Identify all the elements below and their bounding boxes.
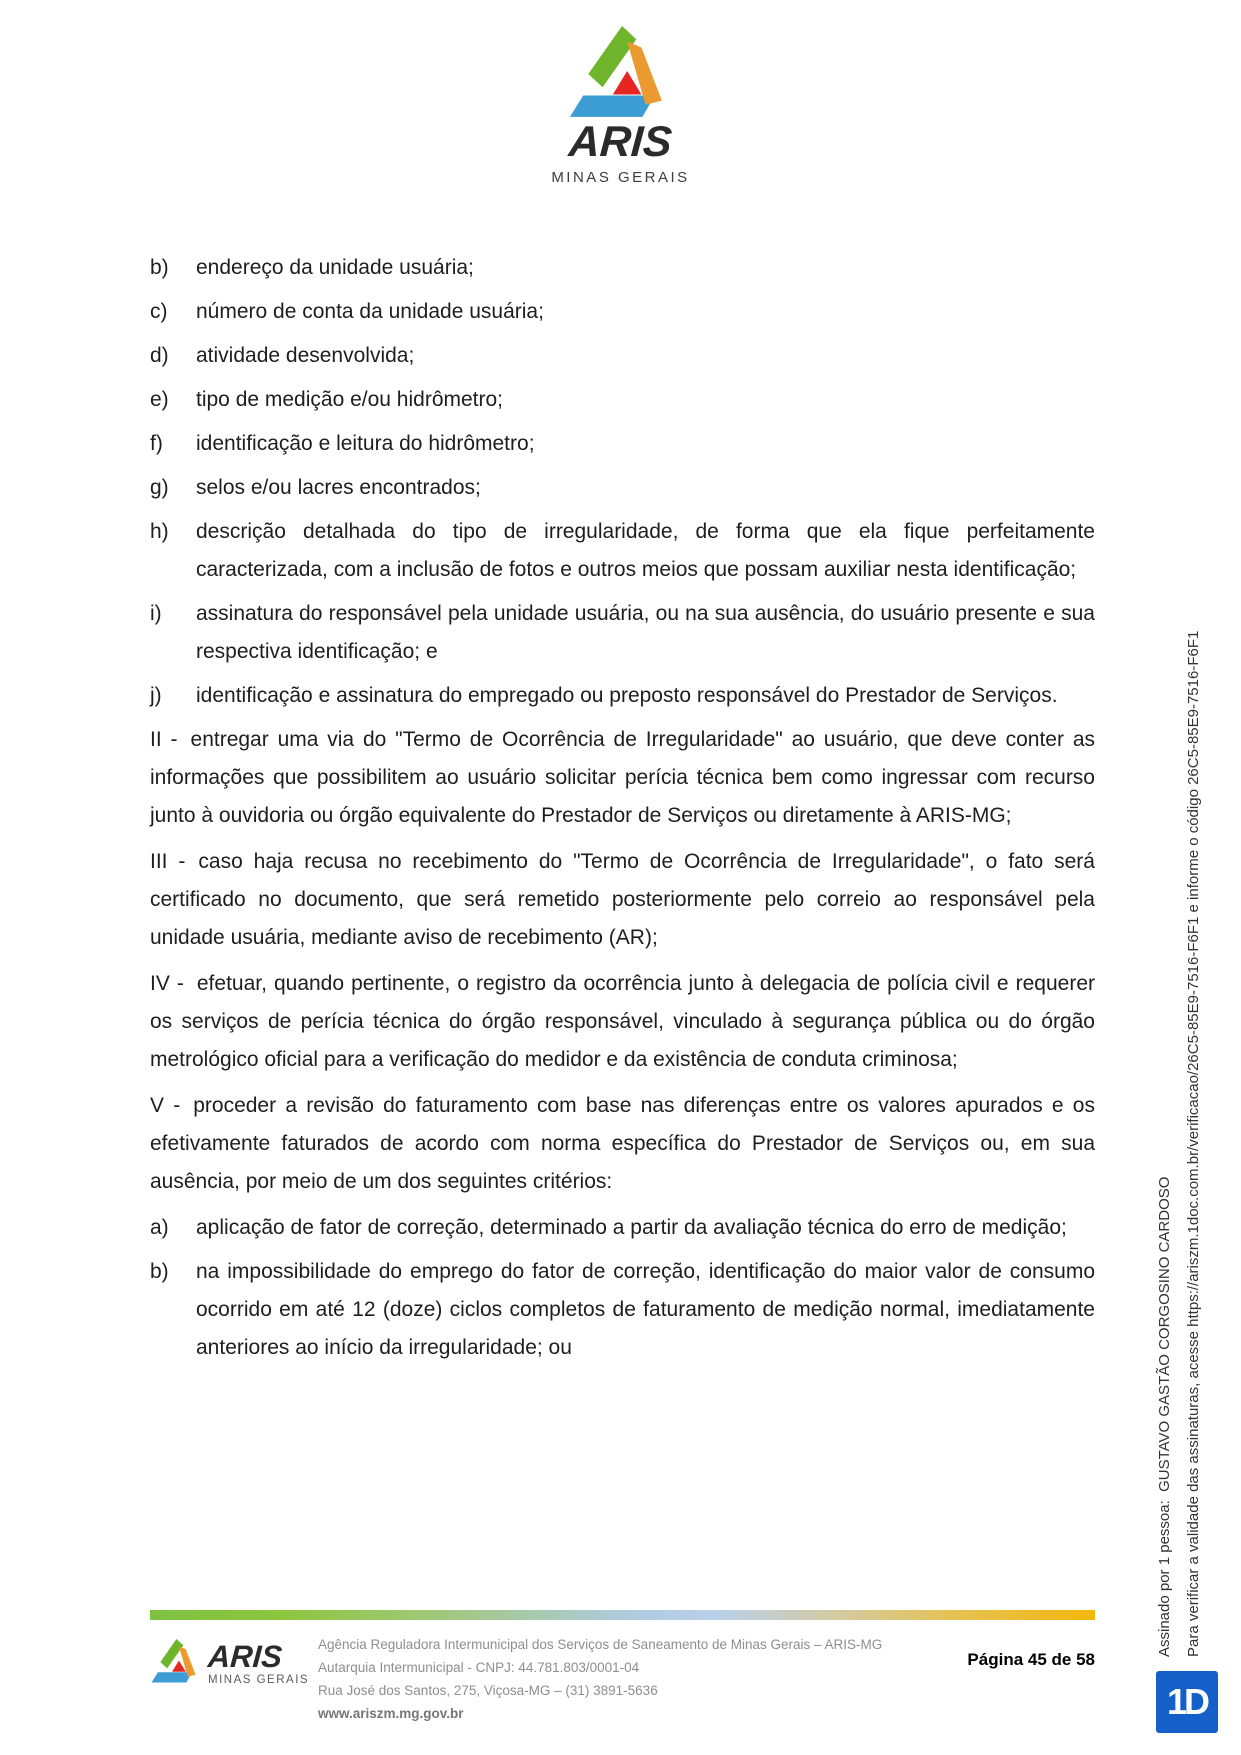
paragraph-text: caso haja recusa no recebimento do "Termo de Ocorrência de Irregularidade", o fato será certificado no documento, que será remetido posteriormente pelo correio ao responsável pela unidade usuária, mediante aviso de recebimento (AR); [150, 850, 1095, 949]
list-text: selos e/ou lacres encontrados; [196, 476, 481, 499]
list-text: tipo de medição e/ou hidrômetro; [196, 388, 504, 411]
list-text: identificação e assinatura do empregado ou preposto responsável do Prestador de Serviços. [196, 684, 1058, 707]
paragraph-text: efetuar, quando pertinente, o registro da ocorrência junto à delegacia de polícia civil e requerer os serviços de perícia técnica do órgão responsável, vinculado à segurança pública ou do órgão metrológico oficial para a verificação do medidor e da existência de conduta criminosa; [150, 972, 1095, 1071]
list-item-j [150, 677, 1095, 715]
list-marker: a) [150, 1216, 169, 1239]
list-text: atividade desenvolvida; [196, 344, 415, 367]
paragraph-marker: III - [150, 850, 186, 873]
paragraph-marker: V - [150, 1094, 181, 1117]
list-marker: b) [150, 256, 169, 279]
onedoc-badge-icon: 1D [1156, 1671, 1218, 1733]
paragraph-marker: IV - [150, 972, 184, 995]
paragraph-II [150, 721, 1095, 835]
paragraph-IV [150, 965, 1095, 1079]
footer-brand-subtitle: MINAS GERAIS [208, 1674, 310, 1686]
paragraph-III [150, 843, 1095, 957]
footer-agency-info [318, 1633, 882, 1725]
document-body [150, 249, 1095, 1373]
list-marker: i) [150, 602, 162, 625]
list-text: identificação e leitura do hidrômetro; [196, 432, 535, 455]
list-marker: c) [150, 300, 168, 323]
footer-agency-name: Agência Reguladora Intermunicipal dos Serviços de Saneamento de Minas Gerais – ARIS-MG [318, 1637, 883, 1652]
list-item-c [150, 293, 1095, 331]
paragraph-V [150, 1087, 1095, 1201]
list-marker: g) [150, 476, 169, 499]
list-text: aplicação de fator de correção, determinado a partir da avaliação técnica do erro de medição; [196, 1216, 1067, 1239]
list-item-b2 [150, 1253, 1095, 1367]
page-number: Página 45 de 58 [967, 1650, 1095, 1669]
list-text: endereço da unidade usuária; [196, 256, 474, 279]
list-item-b [150, 249, 1095, 287]
list-marker: e) [150, 388, 169, 411]
list-marker: d) [150, 344, 169, 367]
list-item-g [150, 469, 1095, 507]
list-marker: b) [150, 1260, 169, 1283]
list-item-f [150, 425, 1095, 463]
brand-wordmark: ARIS [567, 118, 674, 166]
footer-agency-website: www.ariszm.mg.gov.br [318, 1706, 464, 1721]
footer-agency-cnpj: Autarquia Intermunicipal - CNPJ: 44.781.803/0001-04 [318, 1660, 640, 1675]
list-text: assinatura do responsável pela unidade usuária, ou na sua ausência, do usuário presente e sua respectiva identificação; e [196, 602, 1095, 663]
header-logo [0, 26, 1241, 186]
aris-triangle-icon [151, 1639, 201, 1684]
list-marker: j) [150, 684, 162, 707]
list-item-i [150, 595, 1095, 671]
list-item-a2 [150, 1209, 1095, 1247]
list-text: na impossibilidade do emprego do fator de correção, identificação do maior valor de consumo ocorrido em até 12 (doze) ciclos completos de faturamento de medição normal, imediatamente anteriores ao início da irregularidade; ou [196, 1260, 1095, 1359]
paragraph-marker: II - [150, 728, 178, 751]
footer-agency-address: Rua José dos Santos, 275, Viçosa-MG – (31) 3891-5636 [318, 1683, 658, 1698]
footer-gradient-bar [150, 1610, 1095, 1620]
aris-triangle-icon [569, 26, 673, 120]
list-marker: h) [150, 520, 169, 543]
signature-line-2: Para verificar a validade das assinaturas, acesse https://ariszm.1doc.com.br/verificacao/26C5-85E9-7516-F6F1 e informe o código 26C5-85E9-7516-F6F1 [1185, 630, 1202, 1657]
list-item-e [150, 381, 1095, 419]
list-text: número de conta da unidade usuária; [196, 300, 544, 323]
brand-subtitle: MINAS GERAIS [551, 169, 690, 186]
paragraph-text: entregar uma via do "Termo de Ocorrência de Irregularidade" ao usuário, que deve conter as informações que possibilitem ao usuário solicitar perícia técnica bem como ingressar com recurso junto à ouvidoria ou órgão equivalente do Prestador de Serviços ou diretamente à ARIS-MG; [150, 728, 1095, 827]
list-text: descrição detalhada do tipo de irregularidade, de forma que ela fique perfeitamente caracterizada, com a inclusão de fotos e outros meios que possam auxiliar nesta identificação; [196, 520, 1095, 581]
list-marker: f) [150, 432, 163, 455]
paragraph-text: proceder a revisão do faturamento com base nas diferenças entre os valores apurados e os efetivamente faturados de acordo com norma específica do Prestador de Serviços ou, em sua ausência, por meio de um dos seguintes critérios: [150, 1094, 1095, 1193]
footer-logo [151, 1639, 309, 1686]
signature-line-1: Assinado por 1 pessoa: GUSTAVO GASTÃO CORGOSINO CARDOSO [1156, 1176, 1173, 1657]
list-item-d [150, 337, 1095, 375]
list-item-h [150, 513, 1095, 589]
footer-brand-wordmark: ARIS [206, 1639, 284, 1674]
